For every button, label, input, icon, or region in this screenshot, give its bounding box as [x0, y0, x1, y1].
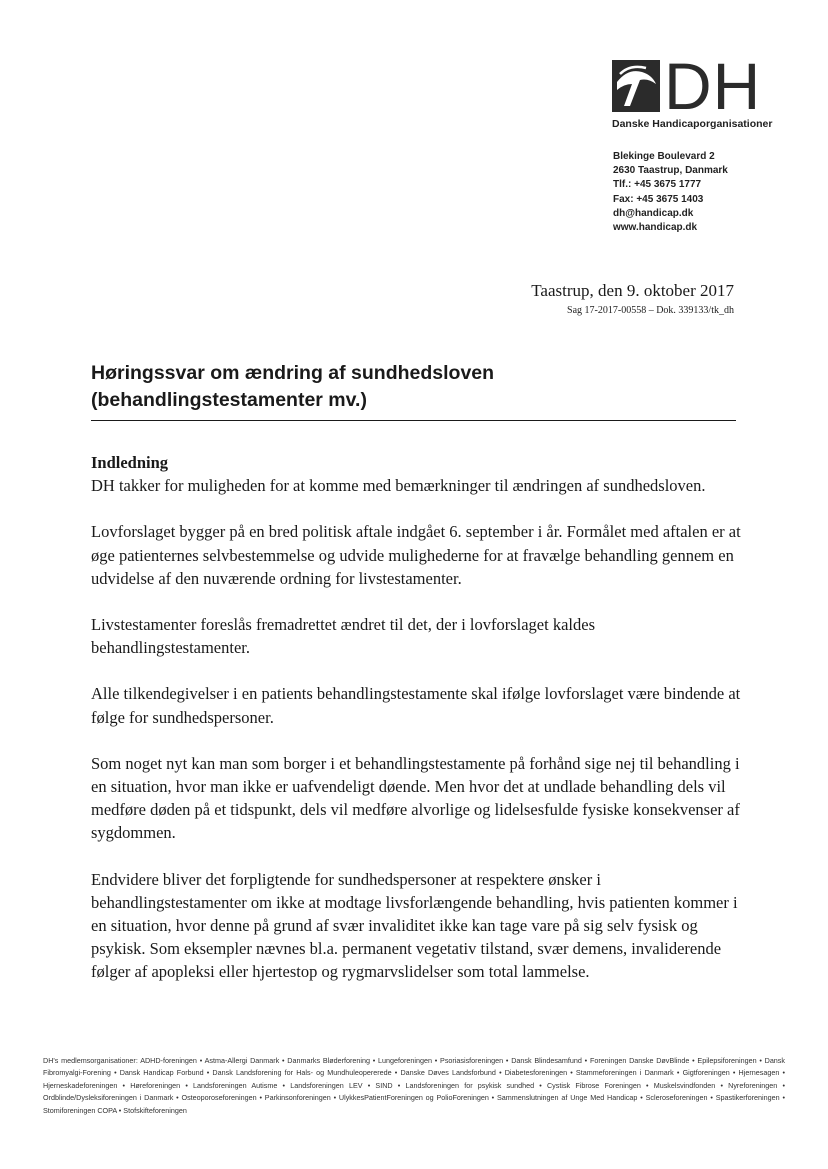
title-line-1: Høringssvar om ændring af sundhedsloven [91, 362, 495, 384]
sender-address [613, 150, 728, 235]
member-organizations-footer: DH's medlemsorganisationer: ADHD-foreningen • Astma-Allergi Danmark • Danmarks Bløderforening • Lungeforeningen • Psoriasisforeningen • Dansk Blindesamfund • Foreningen Danske DøvBlinde • Epilepsiforeningen • Dansk Fibromyalgi-Forening • Dansk Handicap Forbund • Dansk Landsforening for Hals- og Mundhuleopererede • Danske Døves Landsforbund • Diabetesforeningen • Stammeforeningen i Danmark • Gigtforeningen • Hjernesagen • Hjerneskadeforeningen • Høreforeningen • Landsforeningen Autisme • Landsforeningen LEV • SIND • Landsforeningen for psykisk sundhed • Cystisk Fibrose Foreningen • Muskelsvindfonden • Nyreforeningen • Ordblinde/Dysleksiforeningen i Danmark • Osteoporoseforeningen • Parkinsonforeningen • UlykkesPatientForeningen og PolioForeningen • Sammenslutningen af Unge Med Handicap • Scleroseforeningen • Spastikerforeningen • Stomiforeningen COPA • Stofskifteforeningen [43, 1056, 785, 1115]
paragraph-1: DH takker for muligheden for at komme med bemærkninger til ændringen af sundhedsloven. [91, 476, 706, 496]
letter-date: Taastrup, den 9. oktober 2017 [531, 281, 734, 300]
letterhead-logo [612, 49, 773, 130]
paragraph-6: Endvidere bliver det forpligtende for sundhedspersoner at respektere ønsker i behandlingstestamenter om ikke at modtage livsforlængende behandling, hvis patienten kommer i en situation, hvor denne på grund af svær invaliditet ikke kan tage vare på sig selv fysisk og psykisk. Som eksempler nævnes bl.a. permanent vegetativ tilstand, svær demens, invaliderende følger af apopleksi eller hjertestop og rygmarvslidelser som total lammelse. [91, 869, 738, 982]
section-heading: Indledning [91, 453, 169, 472]
address-email: dh@handicap.dk [613, 207, 694, 219]
paragraph-4: Alle tilkendegivelser i en patients behandlingstestamente skal ifølge lovforslaget være bindende at følge for sundhedspersoner. [91, 684, 741, 727]
address-street: Blekinge Boulevard 2 [613, 151, 715, 162]
document-title [91, 360, 736, 421]
organization-name: Danske Handicaporganisationer [612, 118, 773, 130]
paragraph-3: Livstestamenter foreslås fremadrettet ændret til det, der i lovforslaget kaldes behandlingstestamenter. [91, 615, 595, 658]
logo-text: DH [664, 49, 762, 123]
case-reference: Sag 17-2017-00558 – Dok. 339133/tk_dh [567, 305, 734, 316]
document-body [91, 451, 741, 1007]
title-line-2: (behandlingstestamenter mv.) [91, 389, 367, 411]
dateline [531, 281, 734, 316]
address-city: 2630 Taastrup, Danmark [613, 165, 728, 177]
address-fax: Fax: +45 3675 1403 [613, 193, 704, 205]
logo-row [612, 49, 772, 123]
dh-logo-mark-icon [612, 60, 660, 112]
paragraph-2: Lovforslaget bygger på en bred politisk aftale indgået 6. september i år. Formålet med aftalen er at øge patienternes selvbestemmelse og udvide mulighederne for at fravælge behandling gennem en udvidelse af den nuværende ordning for livstestamenter. [91, 522, 741, 588]
address-phone: Tlf.: +45 3675 1777 [613, 179, 702, 191]
address-website: www.handicap.dk [613, 222, 698, 234]
paragraph-5: Som noget nyt kan man som borger i et behandlingstestamente på forhånd sige nej til behandling i en situation, hvor man ikke er uafvendeligt døende. Men hvor det at undlade behandling dels vil medføre døden på et tidspunkt, dels vil medføre alvorlige og lidelsesfulde fysiske konsekvenser af sygdommen. [91, 753, 740, 843]
